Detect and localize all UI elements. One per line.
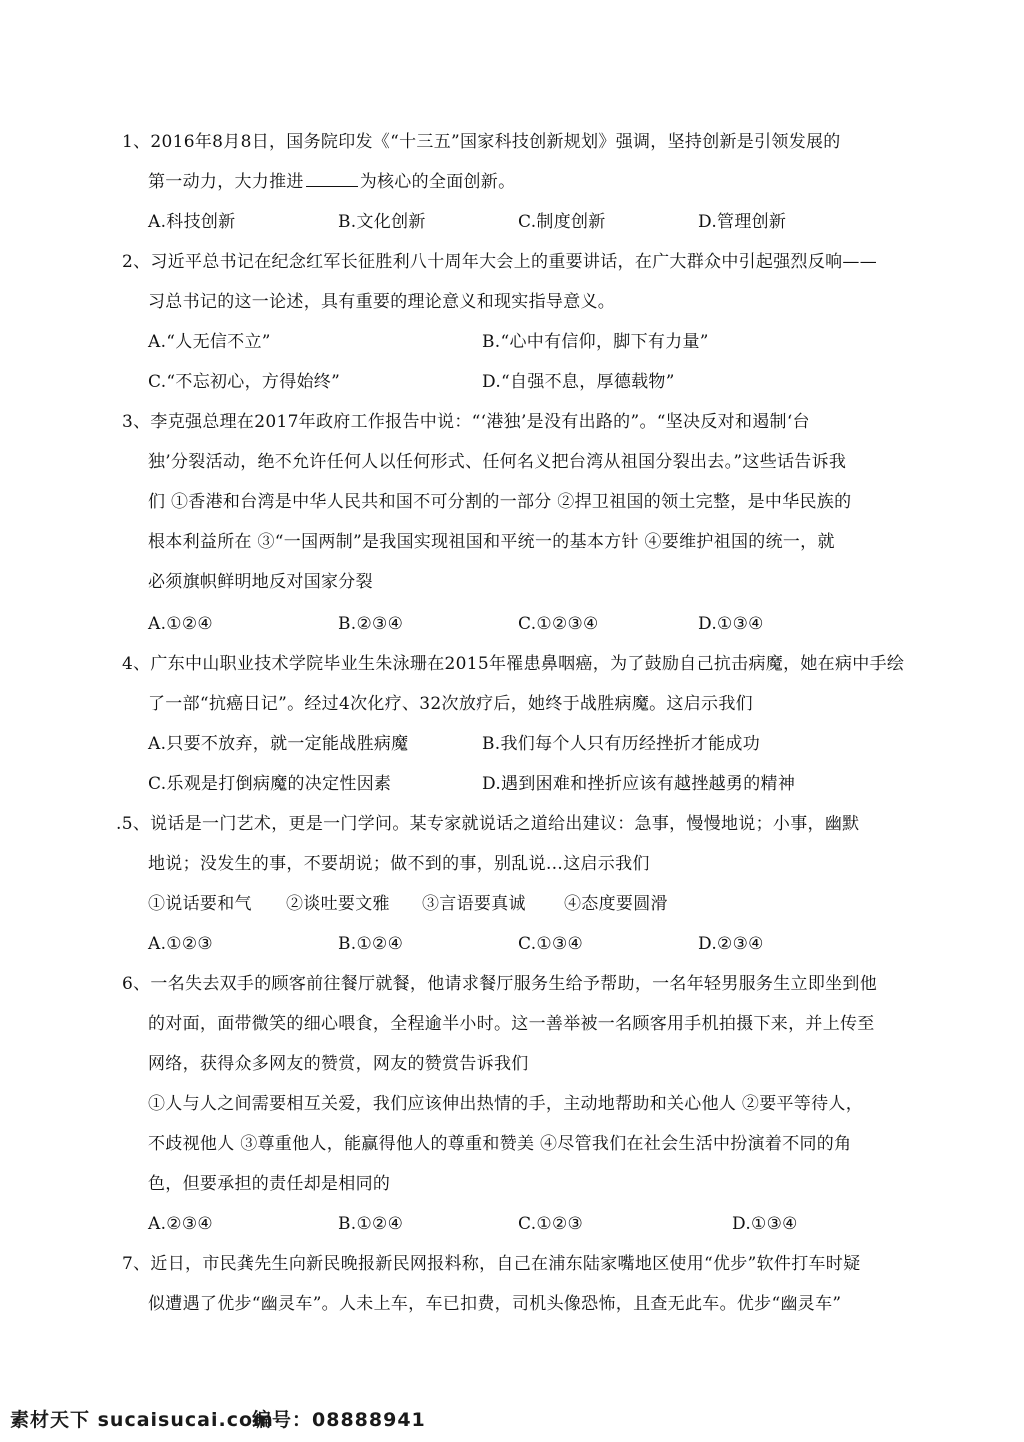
q3-option-c: C.①②③④ <box>518 614 599 634</box>
q3-option-a: A.①②④ <box>148 614 213 634</box>
q5-option-a: A.①②③ <box>148 934 213 954</box>
q3-line-1: 3、李克强总理在2017年政府工作报告中说：“‘港独’是没有出路的”。“坚决反对和遏制‘台 <box>122 412 810 432</box>
q2-option-d: D.“自强不息，厚德载物” <box>482 372 675 392</box>
watermark-id: 编号：08888941 <box>252 1409 426 1431</box>
q1-option-b: B.文化创新 <box>338 212 426 232</box>
answer-blank <box>306 170 358 187</box>
q6-line-1: 6、一名失去双手的顾客前往餐厅就餐，他请求餐厅服务生给予帮助，一名年轻男服务生立即坐到他 <box>122 974 878 994</box>
q7-line-1: 7、近日，市民龚先生向新民晚报新民网报料称，自己在浦东陆家嘴地区使用“优步”软件打车时疑 <box>122 1254 861 1274</box>
q4-option-d: D.遇到困难和挫折应该有越挫越勇的精神 <box>482 774 796 794</box>
q3-line-5: 必须旗帜鲜明地反对国家分裂 <box>148 572 373 592</box>
q5-line-2: 地说；没发生的事，不要胡说；做不到的事，别乱说…这启示我们 <box>148 854 650 874</box>
q2-line-1: 2、习近平总书记在纪念红军长征胜利八十周年大会上的重要讲话，在广大群众中引起强烈反响—— <box>122 252 878 272</box>
q1-line-2-before-blank: 第一动力，大力推进 <box>148 172 304 192</box>
q6-option-a: A.②③④ <box>148 1214 213 1234</box>
q6-option-c: C.①②③ <box>518 1214 584 1234</box>
q1-line-2 <box>148 170 515 194</box>
q6-line-5: 不歧视他人 ③尊重他人，能赢得他人的尊重和赞美 ④尽管我们在社会生活中扮演着不同的角 <box>148 1134 852 1154</box>
watermark-logo: 素材天下 sucaisucai.com <box>10 1409 274 1431</box>
q5-option-c: C.①③④ <box>518 934 584 954</box>
q6-line-4: ①人与人之间需要相互关爱，我们应该伸出热情的手，主动地帮助和关心他人 ②要平等待人， <box>148 1094 864 1114</box>
q5-statement-3: ③言语要真诚 <box>422 894 526 914</box>
q3-line-3: 们 ①香港和台湾是中华人民共和国不可分割的一部分 ②捍卫祖国的领土完整，是中华民族的 <box>148 492 852 512</box>
q5-statement-2: ②谈吐要文雅 <box>286 894 390 914</box>
q7-line-2: 似遭遇了优步“幽灵车”。人未上车，车已扣费，司机头像恐怖，且查无此车。优步“幽灵车” <box>148 1294 842 1314</box>
q4-line-2: 了一部“抗癌日记”。经过4次化疗、32次放疗后，她终于战胜病魔。这启示我们 <box>148 694 753 714</box>
q2-option-c: C.“不忘初心，方得始终” <box>148 372 341 392</box>
q4-option-b: B.我们每个人只有历经挫折才能成功 <box>482 734 760 754</box>
q4-option-a: A.只要不放弃，就一定能战胜病魔 <box>148 734 409 754</box>
q5-statement-1: ①说话要和气 <box>148 894 252 914</box>
q1-option-c: C.制度创新 <box>518 212 606 232</box>
q2-line-2: 习总书记的这一论述，具有重要的理论意义和现实指导意义。 <box>148 292 616 312</box>
q3-line-2: 独’分裂活动，绝不允许任何人以任何形式、任何名义把台湾从祖国分裂出去。”这些话告诉我 <box>148 452 847 472</box>
q2-option-b: B.“心中有信仰，脚下有力量” <box>482 332 709 352</box>
q5-option-d: D.②③④ <box>698 934 764 954</box>
q2-option-a: A.“人无信不立” <box>148 332 271 352</box>
q3-option-b: B.②③④ <box>338 614 404 634</box>
q1-line-2-after-blank: 为核心的全面创新。 <box>359 172 516 192</box>
q5-statement-4: ④态度要圆滑 <box>564 894 668 914</box>
q1-line-1: 1、2016年8月8日，国务院印发《“十三五”国家科技创新规划》强调，坚持创新是引领发展的 <box>122 132 841 152</box>
q3-option-d: D.①③④ <box>698 614 764 634</box>
q6-line-2: 的对面，面带微笑的细心喂食，全程逾半小时。这一善举被一名顾客用手机拍摄下来，并上传至 <box>148 1014 875 1034</box>
q3-line-4: 根本利益所在 ③“一国两制”是我国实现祖国和平统一的基本方针 ④要维护祖国的统一，就 <box>148 532 835 552</box>
q5-option-b: B.①②④ <box>338 934 404 954</box>
q4-option-c: C.乐观是打倒病魔的决定性因素 <box>148 774 392 794</box>
q6-line-3: 网络，获得众多网友的赞赏，网友的赞赏告诉我们 <box>148 1054 529 1074</box>
q6-option-d: D.①③④ <box>732 1214 798 1234</box>
q1-option-a: A.科技创新 <box>148 212 236 232</box>
q6-line-6: 色，但要承担的责任却是相同的 <box>148 1174 391 1194</box>
q5-line-1: .5、说话是一门艺术，更是一门学问。某专家就说话之道给出建议：急事，慢慢地说；小事，幽默 <box>116 814 860 834</box>
q6-option-b: B.①②④ <box>338 1214 404 1234</box>
q1-option-d: D.管理创新 <box>698 212 787 232</box>
q4-line-1: 4、广东中山职业技术学院毕业生朱泳珊在2015年罹患鼻咽癌，为了鼓励自己抗击病魔，她在病中手绘 <box>122 654 905 674</box>
